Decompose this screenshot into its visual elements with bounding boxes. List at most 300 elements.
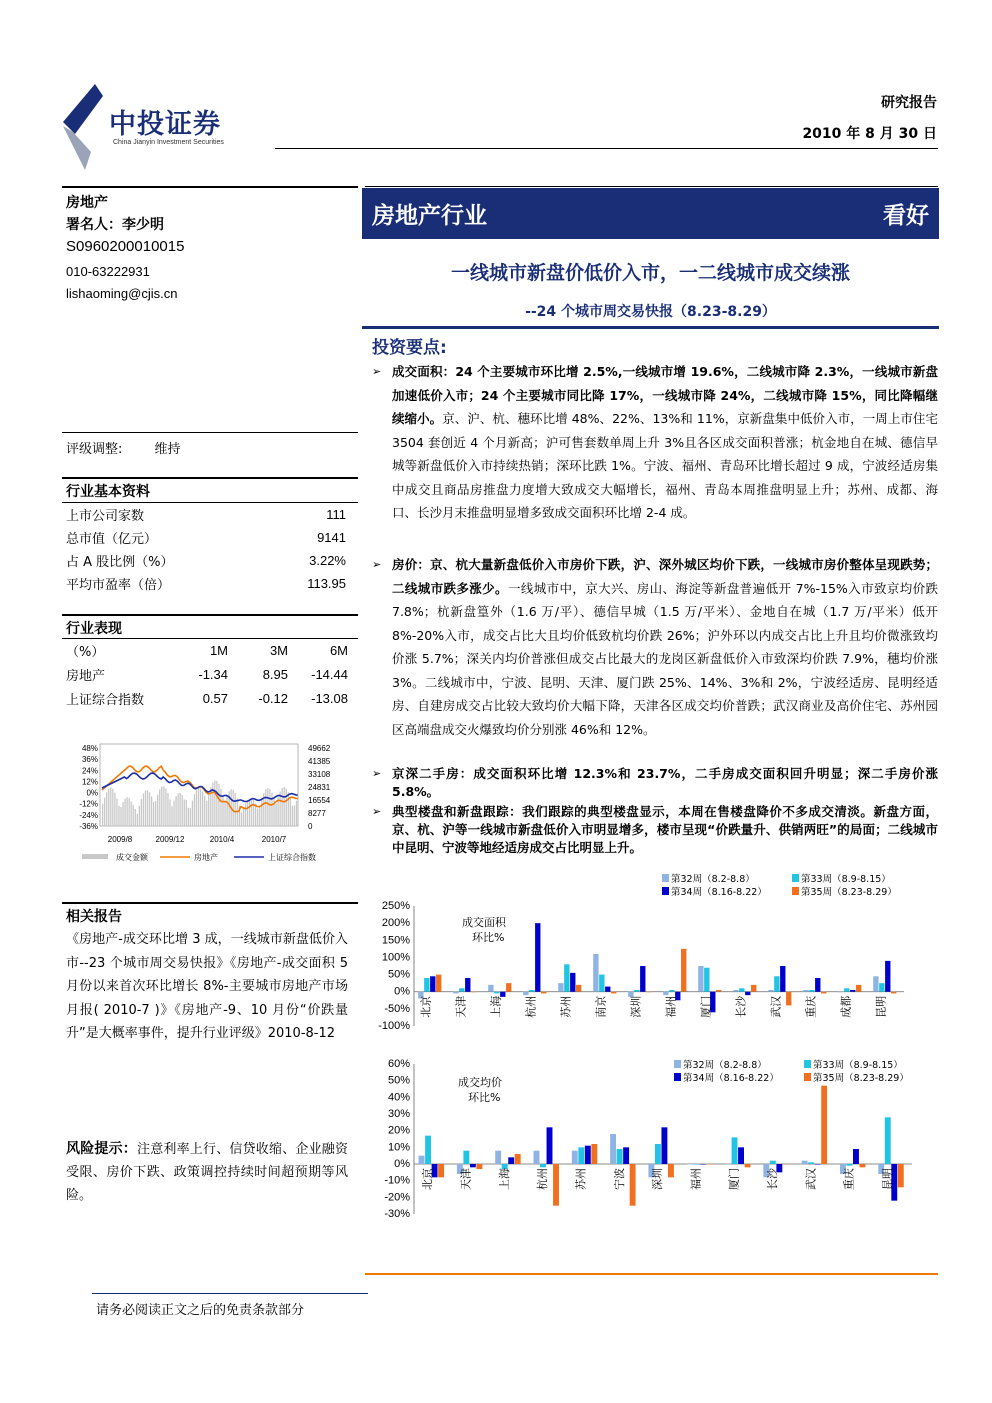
rating-label: 评级调整: — [66, 442, 123, 457]
y-tick-label: -20% — [384, 1191, 410, 1204]
category-label: 重庆 — [842, 1168, 856, 1190]
volume-bar — [286, 788, 287, 826]
volume-bar — [139, 806, 140, 826]
legend-swatch — [674, 1060, 681, 1068]
bar — [605, 987, 610, 992]
volume-bar — [153, 802, 154, 826]
bar — [879, 983, 884, 992]
mini-x-tick: 2010/4 — [209, 835, 235, 844]
volume-bar — [149, 792, 150, 826]
bar — [541, 992, 546, 994]
volume-bar — [188, 808, 189, 826]
volume-bar — [284, 787, 285, 826]
volume-bar — [233, 790, 234, 826]
volume-bar — [133, 805, 134, 826]
bar — [540, 1164, 546, 1167]
sector-label: 房地产 — [66, 195, 108, 211]
phone-number: 010-63222931 — [66, 264, 150, 279]
y-tick-label: 200% — [381, 917, 410, 930]
bar — [821, 992, 826, 994]
category-label: 成都 — [839, 995, 853, 1018]
y-tick-label: 40% — [387, 1091, 410, 1104]
mini-y-left-tick: -24% — [79, 810, 98, 820]
volume-bar — [155, 801, 156, 826]
category-label: 苏州 — [559, 995, 573, 1018]
volume-bar — [161, 787, 162, 826]
bar — [661, 1127, 667, 1164]
volume-bar — [143, 794, 144, 826]
bar — [815, 1164, 821, 1165]
category-label: 北京 — [419, 995, 433, 1018]
category-label: 苏州 — [574, 1168, 588, 1190]
volume-bar — [245, 803, 246, 826]
volume-bar — [204, 796, 205, 826]
volume-bar — [212, 783, 213, 826]
volume-bar — [208, 793, 209, 826]
arrow-bullet-icon: ➢ — [372, 365, 382, 378]
bar — [668, 1164, 674, 1177]
mini-y-right-tick: 0 — [308, 822, 313, 831]
mini-y-right-tick: 16554 — [308, 796, 331, 805]
bar — [494, 992, 499, 994]
volume-bar — [131, 802, 132, 826]
bar — [599, 975, 604, 992]
volume-bar — [222, 795, 223, 826]
y-tick-label: 60% — [387, 1058, 410, 1070]
volume-bar — [192, 800, 193, 826]
y-tick-label: 50% — [387, 968, 410, 981]
volume-bar — [173, 801, 174, 826]
bar — [591, 1144, 597, 1164]
volume-bar — [224, 801, 225, 826]
volume-bar — [112, 789, 113, 826]
volume-bar — [243, 807, 244, 826]
logo-mark-icon — [55, 82, 115, 172]
volume-bar — [255, 804, 256, 826]
category-label: 长沙 — [734, 995, 748, 1018]
volume-bar — [198, 788, 199, 826]
mini-y-right-tick: 24831 — [308, 783, 331, 792]
category-label: 天津 — [454, 995, 468, 1018]
mini-y-right-tick: 49662 — [308, 744, 331, 753]
volume-bar — [218, 784, 219, 826]
bar — [885, 1117, 891, 1164]
category-label: 杭州 — [536, 1168, 550, 1190]
report-type: 研究报告 — [881, 95, 937, 111]
bar — [558, 983, 563, 992]
volume-bar — [235, 793, 236, 826]
category-label: 上海 — [497, 1168, 511, 1190]
volume-bar — [180, 793, 181, 826]
basics-inner-rule — [62, 502, 358, 503]
volume-bar — [202, 791, 203, 826]
volume-bar — [251, 798, 252, 826]
category-label: 昆明 — [874, 995, 888, 1018]
volume-bar — [116, 799, 117, 826]
bar — [611, 992, 616, 994]
volume-bar — [190, 808, 191, 826]
bar — [838, 992, 843, 993]
bar — [617, 1149, 623, 1164]
bar — [846, 1164, 852, 1166]
bar — [725, 1164, 731, 1165]
bar — [564, 964, 569, 991]
volume-bar — [196, 790, 197, 826]
bar — [745, 992, 750, 995]
category-label: 北京 — [421, 1168, 435, 1190]
footer-disclaimer: 请务必阅读正文之后的免责条款部分 — [96, 1303, 305, 1318]
points-title: 投资要点: — [372, 338, 447, 358]
bar — [572, 1151, 578, 1164]
category-label: 昆明 — [880, 1168, 894, 1190]
bar — [815, 978, 820, 992]
bar — [476, 1164, 482, 1169]
bar — [470, 1164, 476, 1167]
arrow-bullet-icon: ➢ — [372, 805, 382, 818]
bar — [578, 1147, 584, 1164]
category-label: 杭州 — [524, 995, 538, 1018]
bar — [453, 992, 458, 994]
volume-bar — [214, 780, 215, 826]
volume-bar — [261, 799, 262, 826]
y-tick-label: 30% — [387, 1108, 410, 1120]
perf-row: 上证综合指数 0.57 -0.12 -13.08 — [66, 690, 348, 708]
license-number: S0960200010015 — [66, 238, 185, 255]
bar — [419, 1156, 425, 1164]
volume-bar — [104, 798, 105, 826]
rating-value: 维持 — [154, 442, 181, 457]
volume-bar — [182, 795, 183, 826]
bar — [508, 1157, 514, 1164]
sidebar-top-rule — [62, 186, 358, 188]
bar — [860, 1164, 866, 1167]
report-date: 2010 年 8 月 30 日 — [802, 126, 937, 142]
volume-bar — [288, 792, 289, 826]
bar — [534, 1151, 540, 1164]
volume-bar — [167, 793, 168, 826]
bar — [506, 983, 511, 992]
category-label: 南京 — [594, 995, 608, 1018]
volume-bar — [249, 799, 250, 826]
bar — [634, 990, 639, 992]
volume-bar — [194, 794, 195, 826]
industry-name: 房地产行业 — [372, 203, 487, 229]
volume-bar — [106, 792, 107, 826]
rating-row — [66, 438, 181, 457]
volume-bar — [118, 806, 119, 826]
category-label: 深圳 — [651, 1168, 665, 1190]
bar — [733, 990, 738, 992]
legend-label: 第34周（8.16-8.22） — [671, 887, 767, 898]
bar — [523, 992, 528, 995]
legend-realestate: 房地产 — [194, 853, 218, 862]
y-tick-label: -10% — [384, 1174, 410, 1187]
volume-bar — [145, 791, 146, 826]
y-tick-label: 0% — [394, 1158, 410, 1170]
volume-bar — [294, 805, 295, 826]
mini-y-left-tick: 12% — [81, 777, 98, 787]
mini-y-left-tick: 48% — [81, 744, 98, 753]
volume-bar — [269, 789, 270, 826]
volume-bar — [290, 798, 291, 826]
volume-bar — [279, 792, 280, 826]
bar — [471, 992, 476, 993]
bar — [425, 1136, 431, 1164]
basics-rule — [62, 477, 358, 479]
legend-label: 第34周（8.16-8.22） — [683, 1073, 779, 1084]
basics-row: 占 A 股比例（%） 3.22% — [66, 553, 346, 570]
volume-bar — [137, 814, 138, 826]
volume-bar — [102, 804, 103, 826]
volume-bar — [216, 781, 217, 826]
risk-label: 风险提示： — [66, 1141, 137, 1157]
volume-bar — [296, 801, 297, 826]
bar — [770, 1161, 776, 1164]
bar — [853, 1149, 859, 1164]
bar — [706, 1164, 712, 1165]
logo-name: 中投证券 — [109, 109, 221, 140]
volume-bar — [110, 787, 111, 826]
bar — [630, 1164, 636, 1206]
related-text: 《房地产-成交环比增 3 成，一线城市新盘低价入市--23 个城市周交易快报》《房地产-成交面积 5 月份以来首次环比增长 8%-主要城市房地产市场月报( 2010-7 )》《房地产-9、10 月份“价跌量升”是大概率事件，提升行业评级》2010-8-12 — [66, 932, 348, 1041]
bar — [850, 990, 855, 992]
volume-bar — [206, 801, 207, 826]
bar — [898, 1164, 904, 1187]
bar — [459, 988, 464, 991]
volume-bar — [282, 788, 283, 826]
bar — [783, 1164, 789, 1165]
bar — [495, 1151, 501, 1164]
bar — [739, 988, 744, 991]
rating-rule — [62, 432, 358, 433]
mini-y-left-tick: -36% — [79, 822, 98, 831]
volume-bar — [265, 789, 266, 826]
volume-bar — [292, 806, 293, 826]
volume-bar — [200, 789, 201, 826]
bar — [774, 976, 779, 991]
bar — [738, 1147, 744, 1164]
bar — [809, 990, 814, 992]
bar — [891, 992, 896, 994]
volume-bar — [124, 799, 125, 826]
sidebar-info — [66, 192, 356, 301]
basics-list — [66, 503, 346, 595]
industry-rating: 看好 — [883, 203, 929, 229]
volume-bar — [129, 798, 130, 826]
chart-title-line1: 成交面积 — [462, 916, 506, 929]
category-label: 重庆 — [804, 995, 818, 1018]
perf-rule — [62, 614, 358, 616]
perf-row: 房地产 -1.34 8.95 -14.44 — [66, 666, 348, 684]
main-bottom-rule — [365, 1273, 938, 1275]
mini-y-right-tick: 8277 — [308, 809, 326, 818]
bar — [585, 1146, 591, 1164]
volume-bar — [141, 799, 142, 826]
legend-index: 上证综合指数 — [268, 853, 316, 862]
report-subtitle: --24 个城市周交易快报（8.23-8.29） — [525, 304, 776, 320]
chart-title-line2: 环比% — [468, 1091, 501, 1104]
bar — [751, 985, 756, 992]
volume-bar — [135, 809, 136, 826]
category-label: 福州 — [689, 1168, 703, 1190]
bar — [640, 966, 645, 992]
bar — [463, 1151, 469, 1164]
bar — [529, 990, 534, 992]
category-label: 宁波 — [612, 1168, 626, 1190]
legend-swatch — [792, 887, 799, 895]
volume-bar — [165, 788, 166, 826]
bar — [821, 1086, 827, 1164]
perf-title: 行业表现 — [66, 621, 122, 637]
volume-bar — [151, 796, 152, 826]
bar — [623, 1147, 629, 1164]
risk-section — [66, 1138, 348, 1207]
volume-bar — [257, 808, 258, 826]
logo — [55, 82, 270, 172]
category-label: 深圳 — [629, 995, 643, 1018]
bar — [570, 973, 575, 992]
bar — [465, 978, 470, 992]
volume-bar — [126, 797, 127, 826]
volume-bar — [275, 803, 276, 826]
footer-rule — [92, 1293, 368, 1294]
category-label: 武汉 — [804, 1168, 818, 1190]
mini-performance-chart — [62, 738, 358, 870]
volume-bar — [163, 786, 164, 826]
volume-bar — [177, 793, 178, 826]
legend-swatch — [804, 1060, 811, 1068]
basics-row: 上市公司家数 111 — [66, 507, 346, 524]
volume-bar — [186, 800, 187, 826]
bar — [873, 976, 878, 991]
volume-bar — [169, 799, 170, 826]
bar — [430, 976, 435, 991]
point-secondhand: ➢ 京深二手房：成交面积环比增 12.3%和 23.7%，二手房成交面积回升明显；深二手房价涨 5.8%。 — [372, 766, 938, 799]
y-tick-label: 100% — [381, 951, 410, 964]
y-tick-label: 150% — [381, 934, 410, 947]
mini-y-left-tick: 24% — [81, 766, 98, 776]
y-tick-label: 10% — [387, 1141, 410, 1154]
email-address: lishaoming@cjis.cn — [66, 286, 178, 301]
related-rule — [62, 902, 358, 904]
legend-volume-swatch — [82, 854, 108, 859]
y-tick-label: 0% — [394, 985, 410, 998]
bar — [700, 1164, 706, 1165]
legend-label: 第35周（8.23-8.29） — [801, 887, 897, 898]
main-top-rule — [365, 186, 938, 187]
arrow-bullet-icon: ➢ — [372, 767, 382, 780]
legend-swatch — [792, 874, 799, 882]
legend-label: 第32周（8.2-8.8） — [671, 874, 755, 885]
bar — [663, 992, 668, 995]
bar — [547, 1127, 553, 1164]
bar — [844, 988, 849, 991]
perf-header-row: （%） 1M 3M 6M — [66, 642, 348, 660]
price-change-chart — [368, 1052, 938, 1224]
category-label: 厦门 — [699, 995, 713, 1018]
legend-label: 第35周（8.23-8.29） — [813, 1073, 909, 1084]
bar — [646, 992, 651, 993]
volume-bar — [147, 790, 148, 826]
bar — [681, 949, 686, 992]
bar — [515, 1154, 521, 1164]
bar — [885, 961, 890, 992]
y-tick-label: 250% — [381, 900, 410, 912]
y-tick-label: 20% — [387, 1124, 410, 1137]
volume-bar — [247, 801, 248, 826]
bar — [669, 990, 674, 992]
chart-title-line1: 成交均价 — [458, 1076, 502, 1089]
volume-bar — [241, 812, 242, 826]
title-bottom-rule — [362, 326, 939, 329]
category-label: 厦门 — [727, 1168, 741, 1190]
related-section — [66, 906, 348, 1046]
report-title: 一线城市新盘价低价入市，一二线城市成交续涨 — [450, 262, 850, 284]
bar — [780, 966, 785, 992]
y-tick-label: -30% — [384, 1208, 410, 1220]
mini-y-left-tick: 0% — [86, 788, 98, 798]
volume-bar — [171, 806, 172, 826]
volume-bar — [157, 795, 158, 826]
legend-swatch — [804, 1073, 811, 1081]
bar — [488, 985, 493, 992]
point-price: ➢ 房价：京、杭大量新盘低价入市房价下跌，沪、深外城区均价下跌，一线城市房价整体呈现跌势；二线城市跌多涨少。一线城市中，京大兴、房山、海淀等新盘普遍低开 7%-15%入市致京均价跌 7.8%；杭新盘篁外（1.6 万/平）、德信早城（1.5 万/平米）、金地自在城（1.7 万/平米）低开 8%-20%入市，成交占比大且均价低致杭均价跌 26%；沪外环以内成交占比上升且均价微涨致均价涨 5.7%；深关内均价普涨但成交占比最大的龙岗区新盘低价入市致深均价跌 7.9%，穗均价涨 3%。二线城市中，宁波、昆明、天津、厦门跌 25%、14%、3%和 2%，宁波经适房、昆明经适房、自建房成交占比较大致均价大幅下降，天津各区成交均价普跌；武汉商业及高价住宅、苏州园区高端盘成交火爆致均价分别涨 46%和 12%。 — [392, 553, 938, 741]
mini-x-tick: 2010/7 — [261, 835, 287, 844]
perf-section — [66, 618, 348, 710]
header-rule — [275, 148, 938, 149]
category-label: 武汉 — [769, 995, 783, 1018]
bar — [856, 985, 861, 992]
mini-y-left-tick: -12% — [79, 799, 98, 809]
bar — [716, 990, 721, 992]
bar — [693, 1164, 699, 1165]
bar — [593, 954, 598, 992]
risk-text: 注意利率上行、信贷收缩、企业融资受限、房价下跌、政策调控持续时间超预期等风险。 — [66, 1142, 348, 1203]
mini-x-tick: 2009/12 — [155, 835, 185, 844]
y-tick-label: 50% — [387, 1074, 410, 1087]
analyst-label: 署名人：李少明 — [66, 217, 164, 233]
arrow-bullet-icon: ➢ — [372, 558, 382, 571]
basics-row: 平均市盈率（倍） 113.95 — [66, 576, 346, 593]
legend-swatch — [662, 887, 669, 895]
volume-bar — [120, 807, 121, 826]
category-label: 福州 — [664, 995, 678, 1018]
related-title: 相关报告 — [66, 909, 122, 925]
basics-section — [66, 481, 346, 595]
bar — [576, 985, 581, 992]
mini-x-tick: 2009/8 — [107, 835, 133, 844]
y-tick-label: -100% — [378, 1020, 410, 1032]
bar — [610, 1134, 616, 1164]
volume-bar — [226, 795, 227, 826]
perf-inner-rule — [62, 638, 358, 639]
logo-subtitle: China Jianyin Investment Securities — [113, 139, 224, 146]
mini-y-right-tick: 33108 — [308, 770, 331, 779]
volume-change-chart — [368, 868, 938, 1038]
bar — [553, 1164, 559, 1206]
bar — [745, 1164, 751, 1167]
volume-bar — [175, 796, 176, 826]
bar — [655, 1144, 661, 1164]
bar — [803, 990, 808, 992]
point-volume: ➢ 成交面积：24 个主要城市环比增 2.5%,一线城市增 19.6%，二线城市降 2.3%，一线城市新盘加速低价入市；24 个主要城市同比降 17%，一线城市降 24%，二线城市降 15%，同比降幅继续缩小。京、沪、杭、穗环比增 48%、22%、13%和 11%，京新盘集中低价入市，一周上市住宅 3504 套创近 4 个月新高；沪可售套数单周上升 3%且各区成交面积普涨；杭金地自在城、德信早城等新盘低价入市持续热销；深环比跌 1%。宁波、福州、青岛环比增长超过 9 成，宁波经适房集中成交且商品房推盘力度增大致成交大幅增长，福州、青岛本周推盘明显上升；苏州、成都、海口、长沙月末推盘明显增多致成交面积环比增 2-4 成。 — [392, 360, 938, 525]
legend-swatch — [662, 874, 669, 882]
bar — [424, 978, 429, 992]
volume-bar — [220, 789, 221, 826]
mini-y-right-tick: 41385 — [308, 757, 331, 766]
bar — [768, 990, 773, 992]
bar — [808, 1162, 814, 1164]
